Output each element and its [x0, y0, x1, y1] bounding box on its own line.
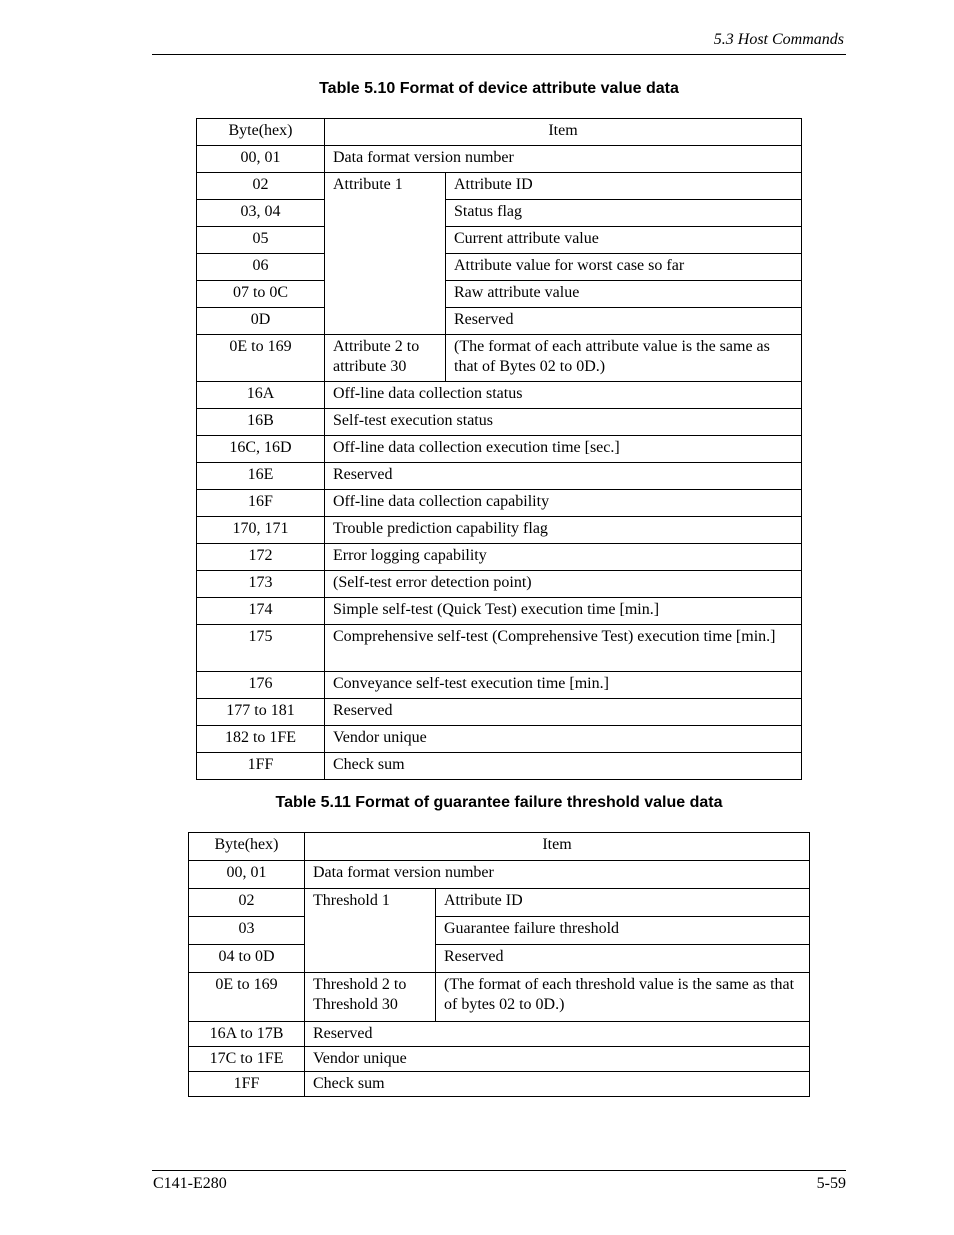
- column-header-byte: Byte(hex): [197, 119, 325, 146]
- byte-cell: 0D: [197, 308, 325, 335]
- byte-cell: 07 to 0C: [197, 281, 325, 308]
- table-row: [197, 173, 802, 200]
- byte-cell: 05: [197, 227, 325, 254]
- group-cell: Attribute 1: [325, 173, 446, 335]
- byte-cell: 1FF: [197, 753, 325, 780]
- table-row: [197, 625, 802, 672]
- table-5-11-caption: Table 5.11 Format of guarantee failure threshold value data: [275, 794, 723, 811]
- item-cell: Data format version number: [305, 861, 810, 889]
- table-row: [197, 436, 802, 463]
- item-cell: Off-line data collection execution time [sec.]: [325, 436, 802, 463]
- device-attribute-table: [196, 118, 802, 780]
- item-cell: Check sum: [325, 753, 802, 780]
- byte-cell: 03, 04: [197, 200, 325, 227]
- table-row: [189, 1047, 810, 1072]
- column-header-item: Item: [305, 833, 810, 861]
- item-cell: Off-line data collection status: [325, 382, 802, 409]
- byte-cell: 170, 171: [197, 517, 325, 544]
- table-row: [189, 889, 810, 917]
- byte-cell: 16F: [197, 490, 325, 517]
- item-cell: Comprehensive self-test (Comprehensive Test) execution time [min.]: [325, 625, 802, 672]
- table-row: [197, 409, 802, 436]
- byte-cell: 03: [189, 917, 305, 945]
- table-row: [197, 200, 802, 227]
- item-cell: (Self-test error detection point): [325, 571, 802, 598]
- byte-cell: 16B: [197, 409, 325, 436]
- table-row: [189, 973, 810, 1022]
- table-row: [197, 598, 802, 625]
- byte-cell: 0E to 169: [189, 973, 305, 1022]
- table-row: [189, 1022, 810, 1047]
- table-row: [197, 726, 802, 753]
- item-cell: Trouble prediction capability flag: [325, 517, 802, 544]
- byte-cell: 02: [189, 889, 305, 917]
- table-row: [197, 571, 802, 598]
- table-row: [197, 281, 802, 308]
- byte-cell: 177 to 181: [197, 699, 325, 726]
- table-row: [197, 544, 802, 571]
- byte-cell: 17C to 1FE: [189, 1047, 305, 1072]
- item-cell: Reserved: [446, 308, 802, 335]
- byte-cell: 176: [197, 672, 325, 699]
- byte-cell: 16E: [197, 463, 325, 490]
- byte-cell: 16C, 16D: [197, 436, 325, 463]
- byte-cell: 182 to 1FE: [197, 726, 325, 753]
- table-row: [189, 1072, 810, 1097]
- table-row: [197, 254, 802, 281]
- item-cell: (The format of each attribute value is the same as that of Bytes 02 to 0D.): [446, 335, 802, 382]
- table-row: [197, 382, 802, 409]
- column-header-byte: Byte(hex): [189, 833, 305, 861]
- byte-cell: 16A: [197, 382, 325, 409]
- item-cell: Reserved: [325, 699, 802, 726]
- item-cell: Guarantee failure threshold: [436, 917, 810, 945]
- table-row: [197, 753, 802, 780]
- group-cell: Attribute 2 to attribute 30: [325, 335, 446, 382]
- item-cell: Data format version number: [325, 146, 802, 173]
- item-cell: Current attribute value: [446, 227, 802, 254]
- item-cell: Status flag: [446, 200, 802, 227]
- item-cell: Simple self-test (Quick Test) execution time [min.]: [325, 598, 802, 625]
- table-row: [189, 945, 810, 973]
- byte-cell: 16A to 17B: [189, 1022, 305, 1047]
- item-cell: Self-test execution status: [325, 409, 802, 436]
- table-row: [197, 490, 802, 517]
- document-id: C141-E280: [153, 1175, 227, 1192]
- item-cell: Check sum: [305, 1072, 810, 1097]
- item-cell: Vendor unique: [325, 726, 802, 753]
- item-cell: Attribute ID: [436, 889, 810, 917]
- header-rule: [152, 54, 846, 55]
- item-cell: Attribute value for worst case so far: [446, 254, 802, 281]
- table-row: [197, 227, 802, 254]
- item-cell: Reserved: [305, 1022, 810, 1047]
- page-number: 5-59: [816, 1175, 846, 1192]
- item-cell: Attribute ID: [446, 173, 802, 200]
- table-5-10-caption: Table 5.10 Format of device attribute value data: [319, 80, 679, 97]
- byte-cell: 172: [197, 544, 325, 571]
- byte-cell: 02: [197, 173, 325, 200]
- item-cell: Reserved: [436, 945, 810, 973]
- footer-rule: [152, 1170, 846, 1171]
- byte-cell: 00, 01: [189, 861, 305, 889]
- table-row: [197, 146, 802, 173]
- table-row: [189, 917, 810, 945]
- table-row: [189, 861, 810, 889]
- byte-cell: 04 to 0D: [189, 945, 305, 973]
- item-cell: Off-line data collection capability: [325, 490, 802, 517]
- group-cell: Threshold 1: [305, 889, 436, 973]
- table-row: [197, 517, 802, 544]
- byte-cell: 0E to 169: [197, 335, 325, 382]
- item-cell: (The format of each threshold value is the same as that of bytes 02 to 0D.): [436, 973, 810, 1022]
- byte-cell: 00, 01: [197, 146, 325, 173]
- table-row: [197, 699, 802, 726]
- item-cell: Error logging capability: [325, 544, 802, 571]
- column-header-item: Item: [325, 119, 802, 146]
- byte-cell: 1FF: [189, 1072, 305, 1097]
- table-row: [197, 463, 802, 490]
- table-row: [197, 672, 802, 699]
- item-cell: Conveyance self-test execution time [min.]: [325, 672, 802, 699]
- threshold-table: [188, 832, 810, 1097]
- item-cell: Vendor unique: [305, 1047, 810, 1072]
- byte-cell: 06: [197, 254, 325, 281]
- item-cell: Raw attribute value: [446, 281, 802, 308]
- table-row: [197, 308, 802, 335]
- item-cell: Reserved: [325, 463, 802, 490]
- group-cell: Threshold 2 to Threshold 30: [305, 973, 436, 1022]
- byte-cell: 173: [197, 571, 325, 598]
- byte-cell: 174: [197, 598, 325, 625]
- table-row: [197, 335, 802, 382]
- running-header: 5.3 Host Commands: [713, 31, 844, 48]
- byte-cell: 175: [197, 625, 325, 672]
